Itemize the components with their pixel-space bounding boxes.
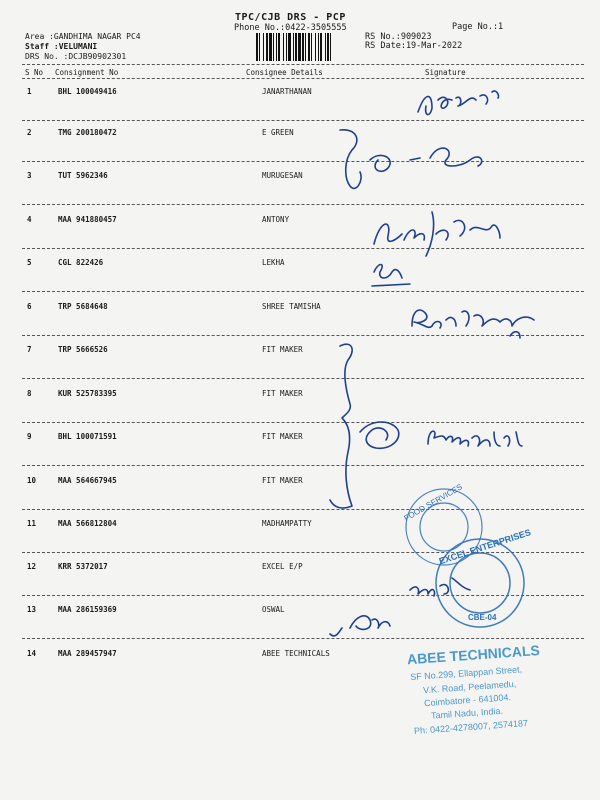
row-serial-number: 1 (27, 87, 32, 96)
barcode-bar (288, 33, 291, 61)
row-consignee-name: FIT MAKER (262, 432, 303, 441)
row-divider (22, 204, 584, 205)
abee-stamp-line5: Ph: 0422-4278007, 2574187 (413, 718, 529, 736)
abee-stamp-line3: Coimbatore - 641004. (423, 692, 512, 709)
signature-row-5 (372, 265, 410, 287)
row-consignment-number: CGL 822426 (58, 258, 104, 267)
row-consignee-name: LEKHA (262, 258, 285, 267)
row-consignment-number: TMG 200180472 (58, 128, 117, 137)
row-serial-number: 14 (27, 649, 37, 658)
row-serial-number: 11 (27, 519, 37, 528)
row-consignee-name: FIT MAKER (262, 345, 303, 354)
column-header-sno: S No (25, 68, 44, 77)
rs-number: RS No.:909023 (365, 32, 432, 42)
barcode-bar (286, 33, 287, 61)
row-serial-number: 5 (27, 258, 32, 267)
row-consignee-name: SHREE TAMISHA (262, 302, 321, 311)
barcode-bar (308, 33, 310, 61)
row-divider (22, 595, 584, 596)
row-serial-number: 10 (27, 476, 37, 485)
row-serial-number: 12 (27, 562, 37, 571)
document-title: TPC/CJB DRS - PCP (235, 12, 346, 23)
barcode-bar (273, 33, 274, 61)
signature-row-2 (340, 130, 482, 189)
row-consignment-number: BHL 100071591 (58, 432, 117, 441)
column-header-consignee: Consignee Details (246, 68, 323, 77)
area-field: Area :GANDHIMA NAGAR PC4 (25, 32, 141, 41)
row-serial-number: 9 (27, 432, 32, 441)
rs-date: RS Date:19-Mar-2022 (365, 41, 463, 51)
row-divider (22, 378, 584, 379)
barcode-bar (266, 33, 268, 61)
excel-stamp-text: EXCEL ENTERPRISES (437, 527, 533, 567)
row-divider (22, 161, 584, 162)
page-number: Page No.:1 (452, 22, 504, 32)
drs-number: DRS No. :DCJB90902301 (25, 52, 127, 61)
row-divider (22, 638, 584, 639)
signature-row-12 (410, 578, 470, 596)
barcode-bar (283, 33, 284, 61)
row-divider (22, 422, 584, 423)
staff-field: Staff :VELUMANI (25, 42, 98, 51)
row-divider (22, 248, 584, 249)
barcode-bar (330, 33, 331, 61)
row-serial-number: 8 (27, 389, 32, 398)
row-divider (22, 465, 584, 466)
row-consignment-number: KUR 525783395 (58, 389, 117, 398)
row-consignee-name: E GREEN (262, 128, 294, 137)
signature-bracket-rows-7-10 (330, 344, 352, 508)
row-divider (22, 335, 584, 336)
row-divider (22, 120, 584, 121)
signature-row-6 (412, 310, 534, 338)
row-consignee-name: MURUGESAN (262, 171, 303, 180)
row-consignee-name: FIT MAKER (262, 389, 303, 398)
column-header-signature: Signature (425, 68, 466, 77)
row-serial-number: 2 (27, 128, 32, 137)
barcode-bar (269, 33, 272, 61)
row-consignee-name: OSWAL (262, 605, 285, 614)
excel-stamp-city: CBE-04 (468, 613, 497, 622)
row-consignee-name: JANARTHANAN (262, 87, 312, 96)
barcode-bar (318, 33, 319, 61)
phone-number: Phone No.:0422-3505555 (234, 23, 347, 33)
column-header-consignment: Consignment No (55, 68, 119, 77)
row-serial-number: 13 (27, 605, 37, 614)
barcode-bar (315, 33, 316, 61)
barcode-bar (256, 33, 258, 61)
row-consignment-number: MAA 286159369 (58, 605, 117, 614)
barcode-bar (305, 33, 306, 61)
row-consignment-number: BHL 100049416 (58, 87, 117, 96)
barcode-bar (327, 33, 329, 61)
row-divider (22, 552, 584, 553)
header-divider-top (22, 64, 584, 65)
row-consignee-name: ABEE TECHNICALS (262, 649, 330, 658)
barcode-bar (302, 33, 304, 61)
row-consignment-number: MAA 289457947 (58, 649, 117, 658)
signature-row-1 (418, 91, 499, 115)
row-serial-number: 7 (27, 345, 32, 354)
barcode-bar (295, 33, 297, 61)
row-consignment-number: MAA 941880457 (58, 215, 117, 224)
row-consignee-name: EXCEL E/P (262, 562, 303, 571)
row-consignment-number: TRP 5684648 (58, 302, 108, 311)
barcode-bar (311, 33, 312, 61)
row-serial-number: 6 (27, 302, 32, 311)
row-divider (22, 291, 584, 292)
barcode-bar (325, 33, 326, 61)
barcode-bar (293, 33, 294, 61)
signature-row-9-name (428, 431, 522, 446)
row-consignment-number: TRP 5666526 (58, 345, 108, 354)
barcode-bar (278, 33, 280, 61)
food-services-stamp-text: FOOD SERVICES (402, 482, 464, 523)
abee-stamp-name: ABEE TECHNICALS (406, 642, 541, 668)
row-serial-number: 4 (27, 215, 32, 224)
abee-stamp-line2: V.K. Road, Peelamedu, (422, 678, 517, 696)
row-consignment-number: MAA 564667945 (58, 476, 117, 485)
row-consignee-name: ANTONY (262, 215, 290, 224)
row-consignment-number: MAA 566812804 (58, 519, 117, 528)
barcode-bar (320, 33, 322, 61)
barcode-bar (276, 33, 277, 61)
barcode-bar (263, 33, 264, 61)
row-serial-number: 3 (27, 171, 32, 180)
barcode-bar (298, 33, 301, 61)
row-divider (22, 509, 584, 510)
abee-stamp-line4: Tamil Nadu, India. (430, 705, 504, 721)
barcode (256, 33, 356, 61)
row-consignee-name: MADHAMPATTY (262, 519, 312, 528)
signature-row-13 (330, 616, 390, 636)
signature-row-4 (374, 212, 500, 256)
barcode-bar (259, 33, 260, 61)
row-consignee-name: FIT MAKER (262, 476, 303, 485)
food-services-stamp (406, 489, 482, 565)
abee-stamp-line1: SF No.299, Ellappan Street, (409, 664, 523, 683)
row-consignment-number: KRR 5372017 (58, 562, 108, 571)
header-divider-bottom (22, 78, 584, 79)
signature-row-9-mark (360, 422, 399, 448)
row-consignment-number: TUT 5962346 (58, 171, 108, 180)
